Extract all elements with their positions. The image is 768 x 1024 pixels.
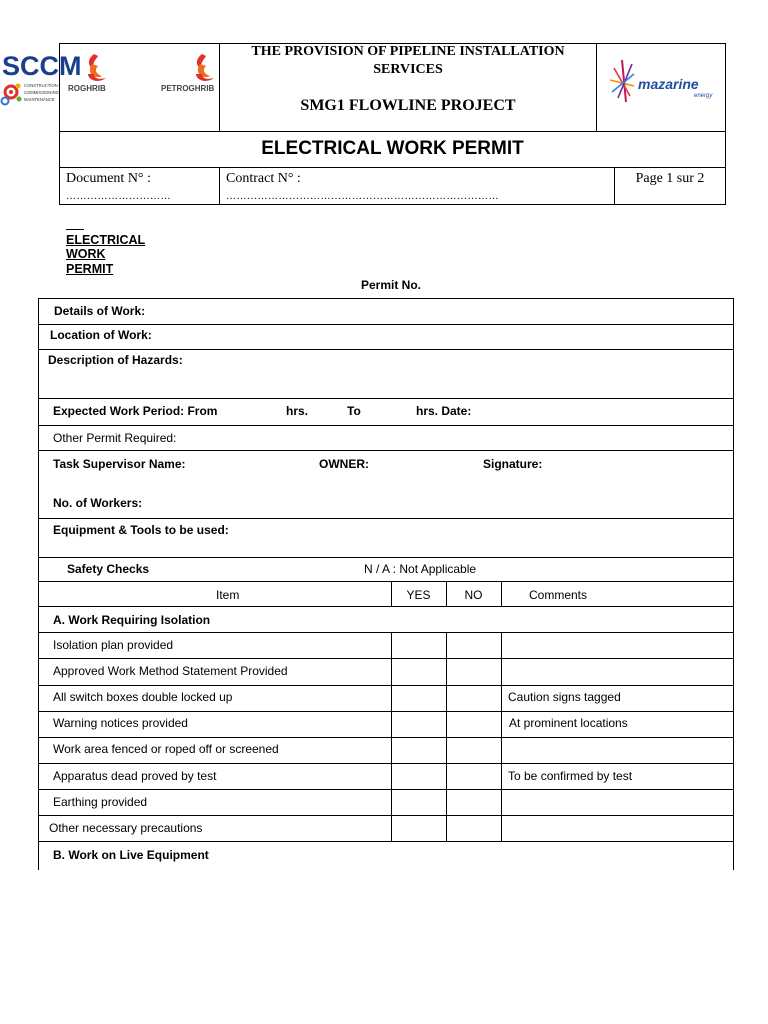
project-name: SMG1 FLOWLINE PROJECT [300, 97, 516, 114]
permit-banner: ELECTRICAL WORK PERMIT [261, 138, 524, 159]
col-item-header: Item [216, 588, 240, 602]
section-b-heading: B. Work on Live Equipment [53, 848, 209, 862]
contract-dots: …………………………………………………………………… [226, 191, 499, 202]
mazarine-sub: energy [694, 93, 713, 99]
sccm-sub-3: MAINTENANCE [24, 97, 55, 102]
sccm-sub-1: CONSTRUCTION [24, 83, 58, 88]
period-from-label: Expected Work Period: From [53, 404, 218, 418]
period-to-label: To [347, 404, 361, 418]
col-no-header: NO [464, 588, 483, 602]
signature-label: Signature: [483, 457, 543, 471]
page-number: Page 1 sur 2 [635, 171, 705, 186]
petroghrib-label-2: PETROGHRIB [161, 84, 215, 93]
details-of-work-label: Details of Work: [54, 304, 146, 318]
checklist-comment: To be confirmed by test [508, 769, 633, 783]
sccm-logo-text: SCCM [2, 51, 82, 81]
checklist-comment: Caution signs tagged [508, 690, 621, 704]
checklist-item: Isolation plan provided [53, 638, 174, 652]
checklist-item: Approved Work Method Statement Provided [53, 664, 288, 678]
header-title-line1: THE PROVISION OF PIPELINE INSTALLATION [251, 44, 565, 59]
checklist-item: Apparatus dead proved by test [53, 769, 217, 783]
checklist-comment: At prominent locations [509, 716, 628, 730]
permit-number-label: Permit No. [361, 278, 422, 292]
equipment-label: Equipment & Tools to be used: [53, 523, 229, 537]
hazards-label: Description of Hazards: [48, 353, 183, 367]
na-note: N / A : Not Applicable [364, 562, 477, 576]
section-a-heading: A. Work Requiring Isolation [53, 613, 211, 627]
sccm-sub-2: COMMISSIONING [24, 90, 59, 95]
checklist-item: Warning notices provided [53, 716, 188, 730]
mazarine-logo [608, 58, 718, 108]
document-label: Document N° : [66, 171, 151, 186]
checklist-item: Other necessary precautions [49, 821, 203, 835]
owner-label: OWNER: [319, 457, 369, 471]
heading-permit: PERMIT [66, 262, 114, 276]
header-title-line2: SERVICES [373, 62, 443, 77]
period-hrs-label: hrs. [286, 404, 309, 418]
col-comments-header: Comments [529, 588, 588, 602]
mazarine-name: mazarine [638, 76, 699, 92]
workers-label: No. of Workers: [53, 496, 143, 510]
heading-work: WORK [66, 247, 106, 261]
safety-checks-label: Safety Checks [67, 562, 150, 576]
period-hrs-date-label: hrs. Date: [416, 404, 472, 418]
supervisor-label: Task Supervisor Name: [53, 457, 186, 471]
heading-electrical: ELECTRICAL [66, 233, 146, 247]
col-yes-header: YES [406, 588, 431, 602]
petroghrib-label-1: ROGHRIB [68, 84, 106, 93]
checklist-item: All switch boxes double locked up [53, 690, 233, 704]
contract-label: Contract N° : [226, 171, 301, 186]
checklist-item: Work area fenced or roped off or screened [53, 742, 279, 756]
checklist-item: Earthing provided [53, 795, 148, 809]
location-of-work-label: Location of Work: [50, 328, 152, 342]
other-permit-label: Other Permit Required: [53, 431, 177, 445]
document-dots: ………………………… [66, 191, 171, 202]
